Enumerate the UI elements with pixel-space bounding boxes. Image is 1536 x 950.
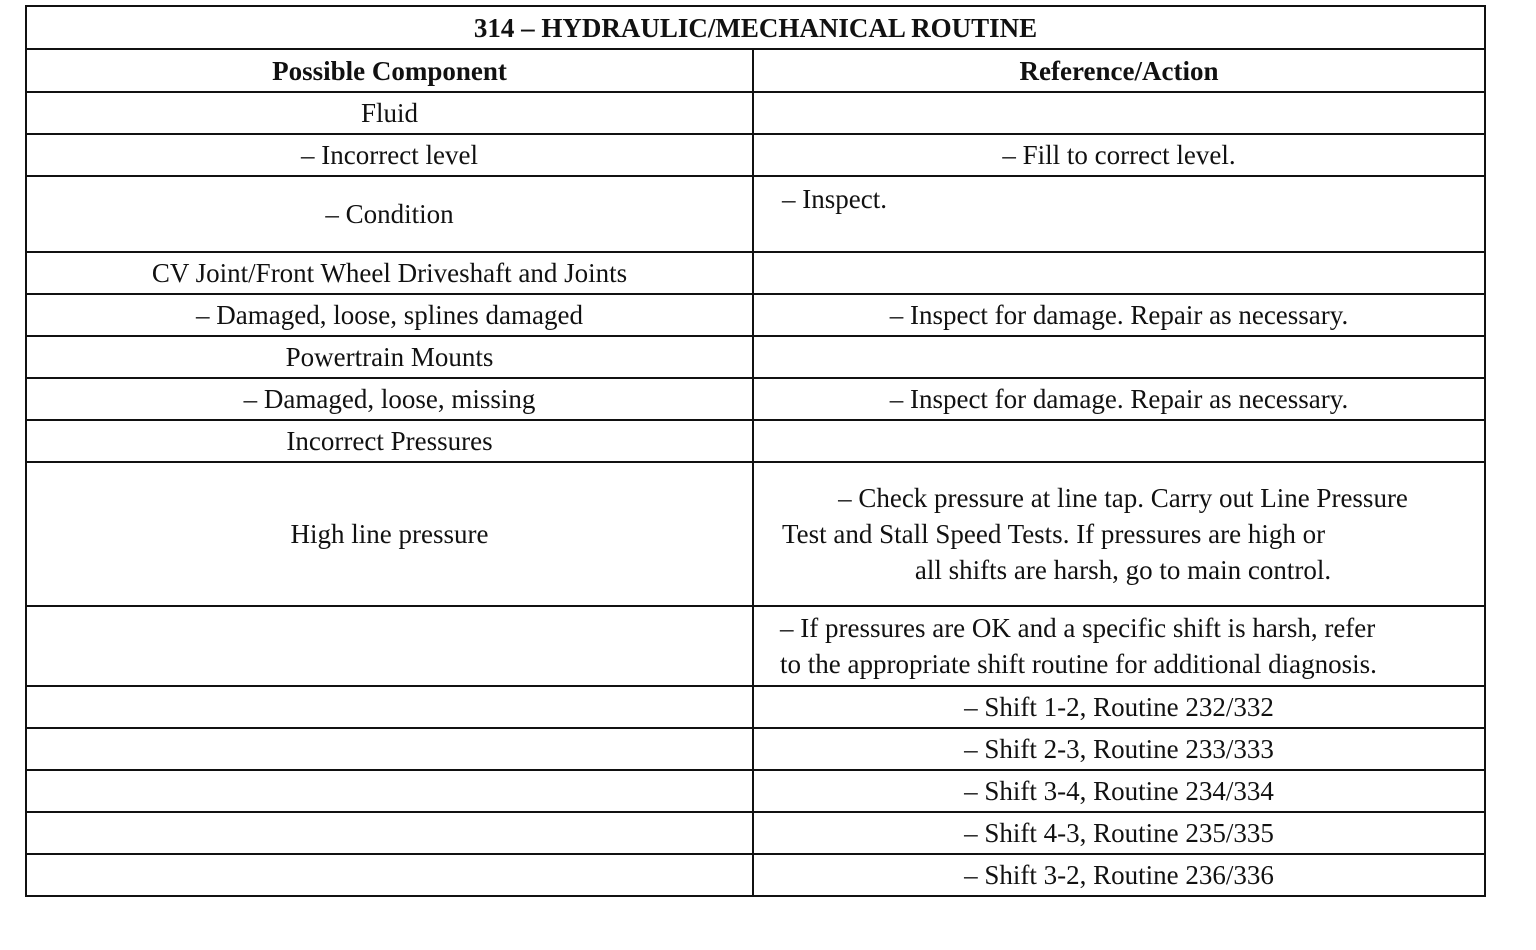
action-cell: – Inspect. — [753, 176, 1485, 252]
table-row — [26, 812, 1485, 854]
table-row — [26, 336, 1485, 378]
table-row — [26, 294, 1485, 336]
diagnostic-table — [25, 5, 1486, 897]
component-cell — [26, 812, 753, 854]
action-cell: – Shift 2-3, Routine 233/333 — [753, 728, 1485, 770]
action-cell: – Inspect for damage. Repair as necessary. — [753, 378, 1485, 420]
table-row — [26, 606, 1485, 686]
action-cell — [753, 462, 1485, 606]
action-cell: – Shift 3-4, Routine 234/334 — [753, 770, 1485, 812]
component-cell — [26, 728, 753, 770]
action-cell: – Fill to correct level. — [753, 134, 1485, 176]
table-row — [26, 420, 1485, 462]
component-cell: Incorrect Pressures — [26, 420, 753, 462]
action-cell — [753, 336, 1485, 378]
table-row — [26, 252, 1485, 294]
action-cell — [753, 252, 1485, 294]
title-row — [26, 6, 1485, 49]
action-cell: – Shift 1-2, Routine 232/332 — [753, 686, 1485, 728]
action-line: to the appropriate shift routine for additional diagnosis. — [780, 649, 1377, 679]
component-cell: – Incorrect level — [26, 134, 753, 176]
table-row — [26, 728, 1485, 770]
action-line: – If pressures are OK and a specific shift is harsh, refer — [780, 613, 1376, 643]
component-cell: – Damaged, loose, splines damaged — [26, 294, 753, 336]
component-cell — [26, 606, 753, 686]
table-row — [26, 462, 1485, 606]
header-row — [26, 49, 1485, 92]
action-cell: – Inspect for damage. Repair as necessary. — [753, 294, 1485, 336]
action-cell — [753, 420, 1485, 462]
table-row — [26, 134, 1485, 176]
column-header-action: Reference/Action — [753, 49, 1485, 92]
table-row — [26, 770, 1485, 812]
table-row — [26, 378, 1485, 420]
table-title: 314 – HYDRAULIC/MECHANICAL ROUTINE — [26, 6, 1485, 49]
action-cell — [753, 606, 1485, 686]
table-row — [26, 92, 1485, 134]
component-cell — [26, 854, 753, 896]
table-row — [26, 854, 1485, 896]
action-line: Test and Stall Speed Tests. If pressures are high or — [782, 519, 1326, 549]
component-cell: Fluid — [26, 92, 753, 134]
action-line: – Check pressure at line tap. Carry out Line Pressure — [838, 483, 1408, 513]
component-cell — [26, 770, 753, 812]
component-cell: CV Joint/Front Wheel Driveshaft and Joints — [26, 252, 753, 294]
component-cell: – Damaged, loose, missing — [26, 378, 753, 420]
column-header-component: Possible Component — [26, 49, 753, 92]
action-line: all shifts are harsh, go to main control. — [914, 555, 1332, 585]
action-cell: – Shift 4-3, Routine 235/335 — [753, 812, 1485, 854]
component-cell — [26, 686, 753, 728]
action-cell: – Shift 3-2, Routine 236/336 — [753, 854, 1485, 896]
component-cell: Powertrain Mounts — [26, 336, 753, 378]
table-row — [26, 686, 1485, 728]
component-cell: – Condition — [26, 176, 753, 252]
table-row — [26, 176, 1485, 252]
component-cell: High line pressure — [26, 462, 753, 606]
action-cell — [753, 92, 1485, 134]
